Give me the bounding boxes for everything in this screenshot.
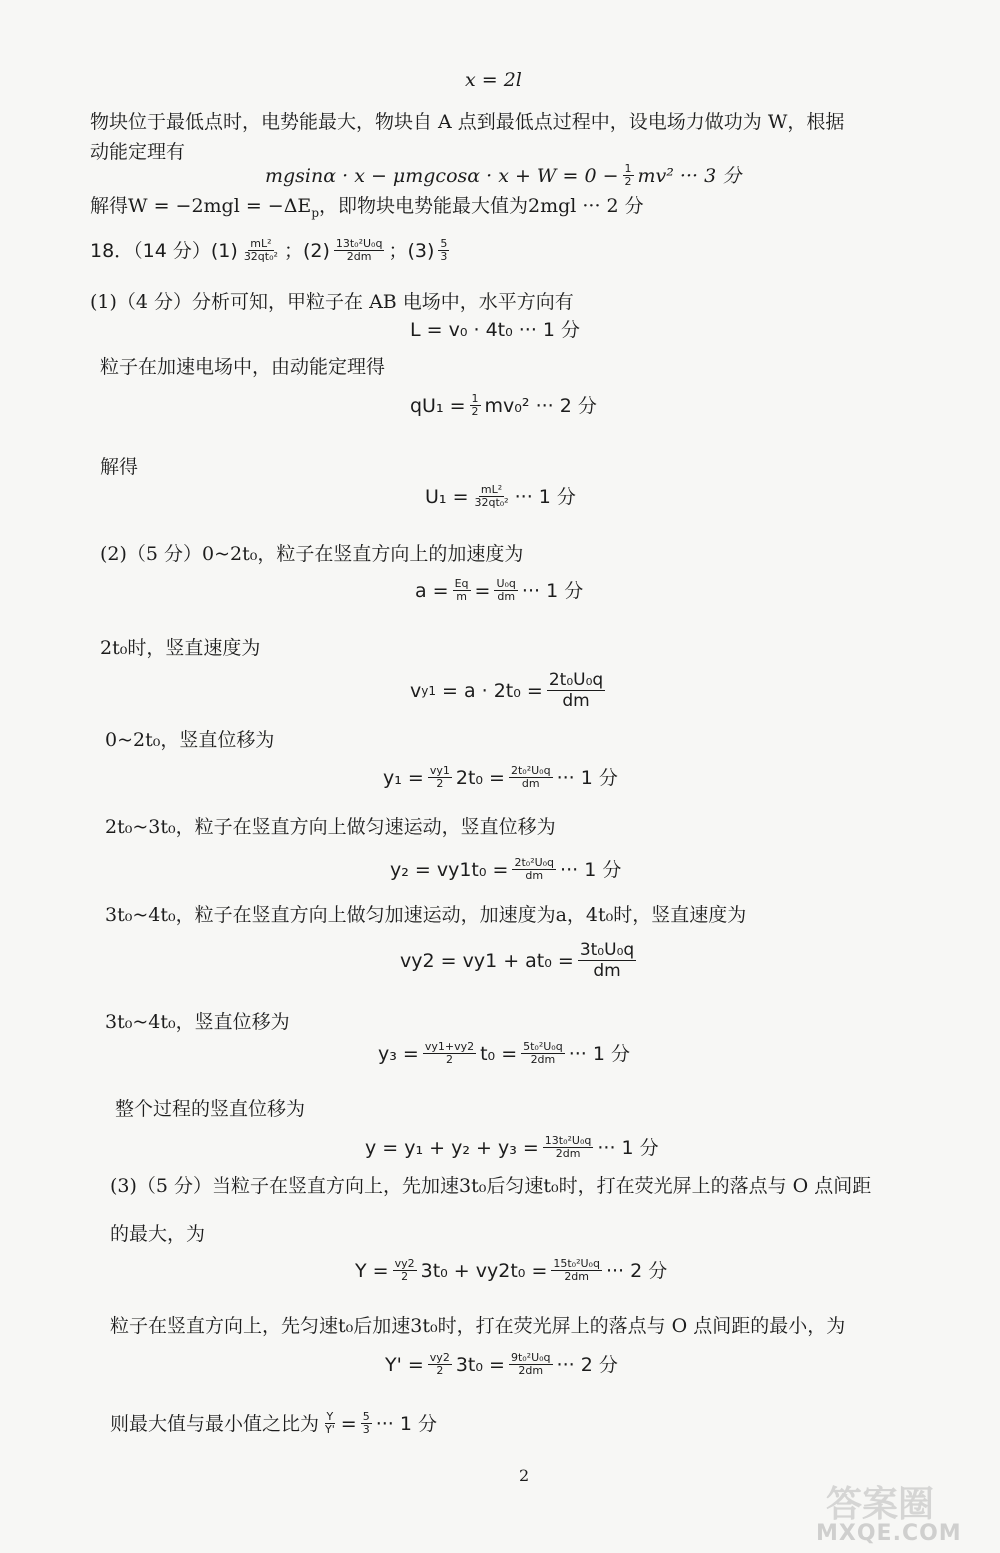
equation: a = $\frac{Eq}{m}$ = $\frac{\text{U₀q}}{dm}$ ··· 1 分 [415,577,584,603]
fraction: $\frac{\text{2t₀²U₀q}}{dm}$ [514,856,555,882]
fraction: $\frac{\text{9t₀²U₀q}}{2dm}$ [510,1351,551,1377]
fraction: $\frac{\text{2t₀U₀q}}{dm}$ [548,670,604,711]
equation: y₂ = vy1t₀ = $\frac{\text{2t₀²U₀q}}{dm}$ ··· 1 分 [390,856,622,882]
fraction: $\frac{\text{3t₀U₀q}}{dm}$ [579,940,635,981]
equation: L = v₀ · 4t₀ ··· 1 分 [410,319,581,341]
fraction: $\frac{5}{3}$ [362,1410,370,1436]
text-line: 2t₀~3t₀，粒子在竖直方向上做匀速运动，竖直位移为 [105,816,556,838]
fraction: $\frac{\text{U₀q}}{dm}$ [496,577,516,603]
text-line: 动能定理有 [90,141,186,163]
equation: vy2 = vy1 + at₀ = $\frac{\text{3t₀U₀q}}{dm}$ [400,940,635,981]
watermark-site: MXQE.COM [816,1521,962,1546]
equation-energy [265,163,741,188]
fraction: $\frac{vy2}{2}$ [394,1257,415,1283]
watermark [816,1476,966,1546]
eq-text: mgsinα · x − μmgcosα · x + W = 0 − [265,164,619,187]
fraction: $\frac{Y}{Y'}$ [325,1410,335,1436]
equation: Y = $\frac{vy2}{2}$ 3t₀ + vy2t₀ = $\frac{\text{15t₀²U₀q}}{2dm}$ ··· 2 分 [355,1257,668,1283]
text-line: 解得 [100,456,139,478]
text-line: 3t₀~4t₀，粒子在竖直方向上做匀加速运动，加速度为a，4t₀时，竖直速度为 [105,904,747,926]
fraction: $\frac{vy1}{2}$ [429,764,450,790]
text-line: (1)（4 分）分析可知，甲粒子在 AB 电场中，水平方向有 [90,291,574,313]
fraction: $\frac{1}{2}$ [624,162,632,188]
equation: U₁ = $\frac{\text{mL²}}{\text{32qt₀²}}$ ··· 1 分 [425,483,576,509]
fraction: $\frac{\text{mL²}}{\text{32qt₀²}}$ [474,483,509,509]
text-line: 整个过程的竖直位移为 [115,1098,306,1120]
text-line: (3)（5 分）当粒子在竖直方向上，先加速3t₀后匀速t₀时，打在荧光屏上的落点与 O 点间距 [110,1175,872,1197]
text-line: 的最大，为 [110,1223,206,1245]
text-line: 2t₀时，竖直速度为 [100,637,261,659]
equation: y₁ = $\frac{vy1}{2}$ 2t₀ = $\frac{\text{2t₀²U₀q}}{dm}$ ··· 1 分 [383,764,618,790]
equation: y₃ = $\frac{vy1+vy2}{2}$ t₀ = $\frac{\text{5t₀²U₀q}}{2dm}$ ··· 1 分 [378,1040,630,1066]
question-18-summary: 18．（14 分）(1) $\frac{\text{mL²}}{\text{32qt₀²}}$ ；(2) $\frac{\text{13t₀²U₀q}}{2dm}$ ；(3) $\frac{5}{3}$ [90,237,448,263]
fraction: $\frac{\text{mL²}}{\text{32qt₀²}}$ [243,237,278,263]
fraction: $\frac{\text{13t₀²U₀q}}{2dm}$ [335,237,383,263]
fraction: $\frac{5}{3}$ [440,237,448,263]
equation-ratio: 则最大值与最小值之比为 $\frac{Y}{Y'}$ = $\frac{5}{3}$ ··· 1 分 [110,1410,437,1436]
watermark-logo: 答案圈 [826,1484,935,1525]
eq-text: x = 2l [465,69,522,91]
eq-text: mv² ··· 3 分 [637,164,742,187]
equation: v y1 = a · 2t₀ = $\frac{\text{2t₀U₀q}}{dm}$ [410,670,604,711]
page-number: 2 [519,1466,530,1485]
fraction: $\frac{1}{2}$ [471,392,479,418]
text-line: 粒子在加速电场中，由动能定理得 [100,356,386,378]
text-line: 粒子在竖直方向上，先匀速t₀后加速3t₀时，打在荧光屏上的落点与 O 点间距的最小，为 [110,1315,846,1337]
fraction: $\frac{vy1+vy2}{2}$ [424,1040,475,1066]
text-line: 3t₀~4t₀，竖直位移为 [105,1011,290,1033]
equation: qU₁ = $\frac{1}{2}$ mv₀² ··· 2 分 [410,392,597,418]
fraction: $\frac{Eq}{m}$ [454,577,469,603]
equation-x [465,68,522,92]
fraction: $\frac{\text{2t₀²U₀q}}{dm}$ [510,764,551,790]
text-line: 解得$W = -2mgl = -\Delta E_p$，即物块电势能最大值为2mgl ··· 2 分 [90,195,644,220]
fraction: $\frac{\text{5t₀²U₀q}}{2dm}$ [523,1040,563,1066]
fraction: $\frac{\text{15t₀²U₀q}}{2dm}$ [553,1257,600,1283]
text-line: (2)（5 分）0~2t₀，粒子在竖直方向上的加速度为 [100,543,524,565]
text-line: 0~2t₀，竖直位移为 [105,729,275,751]
fraction: $\frac{\text{13t₀²U₀q}}{2dm}$ [544,1134,592,1160]
fraction: $\frac{vy2}{2}$ [429,1351,450,1377]
equation: Y' = $\frac{vy2}{2}$ 3t₀ = $\frac{\text{9t₀²U₀q}}{2dm}$ ··· 2 分 [385,1351,618,1377]
equation: y = y₁ + y₂ + y₃ = $\frac{\text{13t₀²U₀q}}{2dm}$ ··· 1 分 [365,1134,659,1160]
text-line: 物块位于最低点时，电势能最大，物块自 A 点到最低点过程中，设电场力做功为 W，根据 [90,111,845,133]
